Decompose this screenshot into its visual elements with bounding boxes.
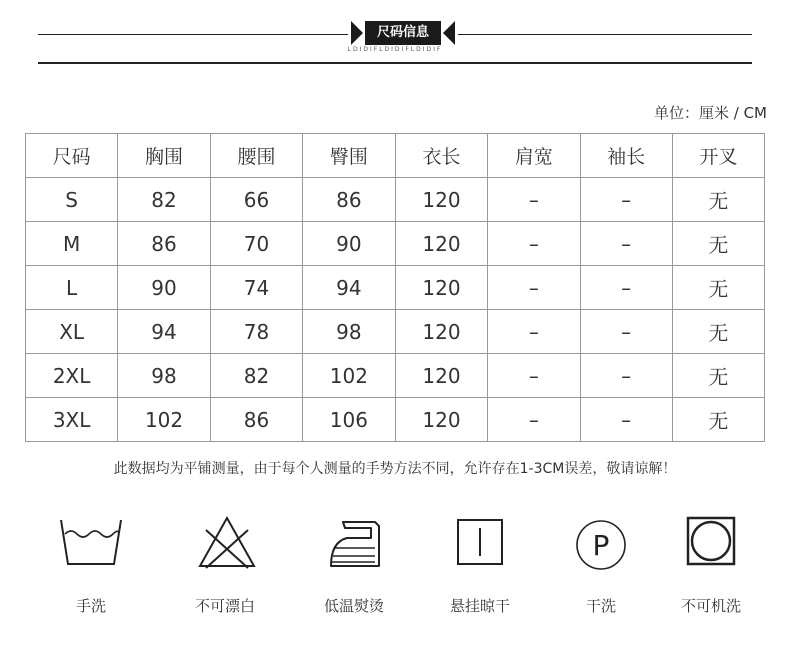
table-cell: L bbox=[26, 266, 118, 310]
table-cell: – bbox=[580, 222, 672, 266]
table-cell: 86 bbox=[210, 398, 302, 442]
table-cell: 无 bbox=[672, 398, 764, 442]
table-cell: 无 bbox=[672, 310, 764, 354]
column-header: 肩宽 bbox=[488, 134, 580, 178]
table-cell: – bbox=[580, 398, 672, 442]
table-cell: 74 bbox=[210, 266, 302, 310]
table-cell: 106 bbox=[303, 398, 396, 442]
dry-clean-symbol: P bbox=[592, 529, 610, 562]
table-cell: – bbox=[488, 354, 580, 398]
table-cell: – bbox=[488, 398, 580, 442]
table-cell: M bbox=[26, 222, 118, 266]
table-cell: 78 bbox=[210, 310, 302, 354]
care-label-no-bleach: 不可漂白 bbox=[194, 597, 255, 615]
table-row bbox=[26, 222, 765, 266]
table-cell: 120 bbox=[395, 266, 488, 310]
unit-label: 单位：厘米 / CM bbox=[653, 104, 767, 122]
table-cell: – bbox=[580, 354, 672, 398]
care-label-dry-clean: 干洗 bbox=[585, 597, 616, 615]
table-cell: 120 bbox=[395, 354, 488, 398]
column-header: 胸围 bbox=[118, 134, 211, 178]
header-rule-bottom bbox=[38, 62, 752, 64]
badge-arrow-left-icon bbox=[351, 21, 363, 45]
care-label-hang-dry: 悬挂晾干 bbox=[449, 597, 510, 615]
low-iron-icon bbox=[306, 512, 406, 572]
table-cell: 120 bbox=[395, 310, 488, 354]
table-cell: – bbox=[488, 310, 580, 354]
care-label-hand-wash: 手洗 bbox=[75, 597, 106, 615]
measurement-note: 此数据均为平铺测量，由于每个人测量的手势方法不同，允许存在1-3CM误差，敬请谅解！ bbox=[113, 461, 677, 477]
table-cell: 102 bbox=[118, 398, 211, 442]
care-label-no-tumble-dry: 不可机洗 bbox=[680, 597, 741, 615]
table-cell: S bbox=[26, 178, 118, 222]
table-row bbox=[26, 354, 765, 398]
table-cell: – bbox=[580, 310, 672, 354]
table-cell: 70 bbox=[210, 222, 302, 266]
table-cell: 120 bbox=[395, 398, 488, 442]
column-header: 袖长 bbox=[580, 134, 672, 178]
table-cell: 98 bbox=[303, 310, 396, 354]
table-header-row bbox=[26, 134, 765, 178]
table-cell: 86 bbox=[118, 222, 211, 266]
page-title: 尺码信息 bbox=[376, 25, 429, 40]
table-cell: – bbox=[488, 178, 580, 222]
table-cell: 82 bbox=[210, 354, 302, 398]
table-cell: 102 bbox=[303, 354, 396, 398]
table-cell: 90 bbox=[303, 222, 396, 266]
table-row bbox=[26, 178, 765, 222]
column-header: 开叉 bbox=[672, 134, 764, 178]
table-cell: 无 bbox=[672, 178, 764, 222]
column-header: 衣长 bbox=[395, 134, 488, 178]
no-tumble-dry-icon bbox=[661, 512, 761, 572]
table-cell: 82 bbox=[118, 178, 211, 222]
column-header: 腰围 bbox=[210, 134, 302, 178]
table-cell: 120 bbox=[395, 222, 488, 266]
header-rule-left bbox=[38, 34, 348, 35]
column-header: 尺码 bbox=[26, 134, 118, 178]
table-cell: 86 bbox=[303, 178, 396, 222]
hand-wash-icon bbox=[41, 512, 141, 572]
table-cell: – bbox=[580, 266, 672, 310]
table-cell: – bbox=[488, 222, 580, 266]
table-row bbox=[26, 310, 765, 354]
table-cell: 94 bbox=[118, 310, 211, 354]
column-header: 臀围 bbox=[303, 134, 396, 178]
table-row bbox=[26, 266, 765, 310]
size-table bbox=[25, 133, 765, 442]
table-row bbox=[26, 398, 765, 442]
table-cell: 2XL bbox=[26, 354, 118, 398]
badge-arrow-right-icon bbox=[443, 21, 455, 45]
table-cell: 90 bbox=[118, 266, 211, 310]
table-cell: 3XL bbox=[26, 398, 118, 442]
header-badge bbox=[351, 21, 455, 45]
table-cell: – bbox=[580, 178, 672, 222]
table-cell: 98 bbox=[118, 354, 211, 398]
table-cell: XL bbox=[26, 310, 118, 354]
table-cell: 无 bbox=[672, 354, 764, 398]
care-label-low-iron: 低温熨烫 bbox=[323, 597, 384, 615]
hang-dry-icon bbox=[430, 512, 530, 572]
table-cell: – bbox=[488, 266, 580, 310]
header-subtitle: LDIDIFLDIDIFLDIDIF bbox=[347, 46, 443, 53]
table-cell: 120 bbox=[395, 178, 488, 222]
table-cell: 66 bbox=[210, 178, 302, 222]
table-cell: 无 bbox=[672, 222, 764, 266]
header-rule-right bbox=[458, 34, 752, 35]
no-bleach-icon bbox=[177, 512, 277, 572]
table-cell: 无 bbox=[672, 266, 764, 310]
dry-clean-icon bbox=[551, 512, 651, 572]
table-cell: 94 bbox=[303, 266, 396, 310]
